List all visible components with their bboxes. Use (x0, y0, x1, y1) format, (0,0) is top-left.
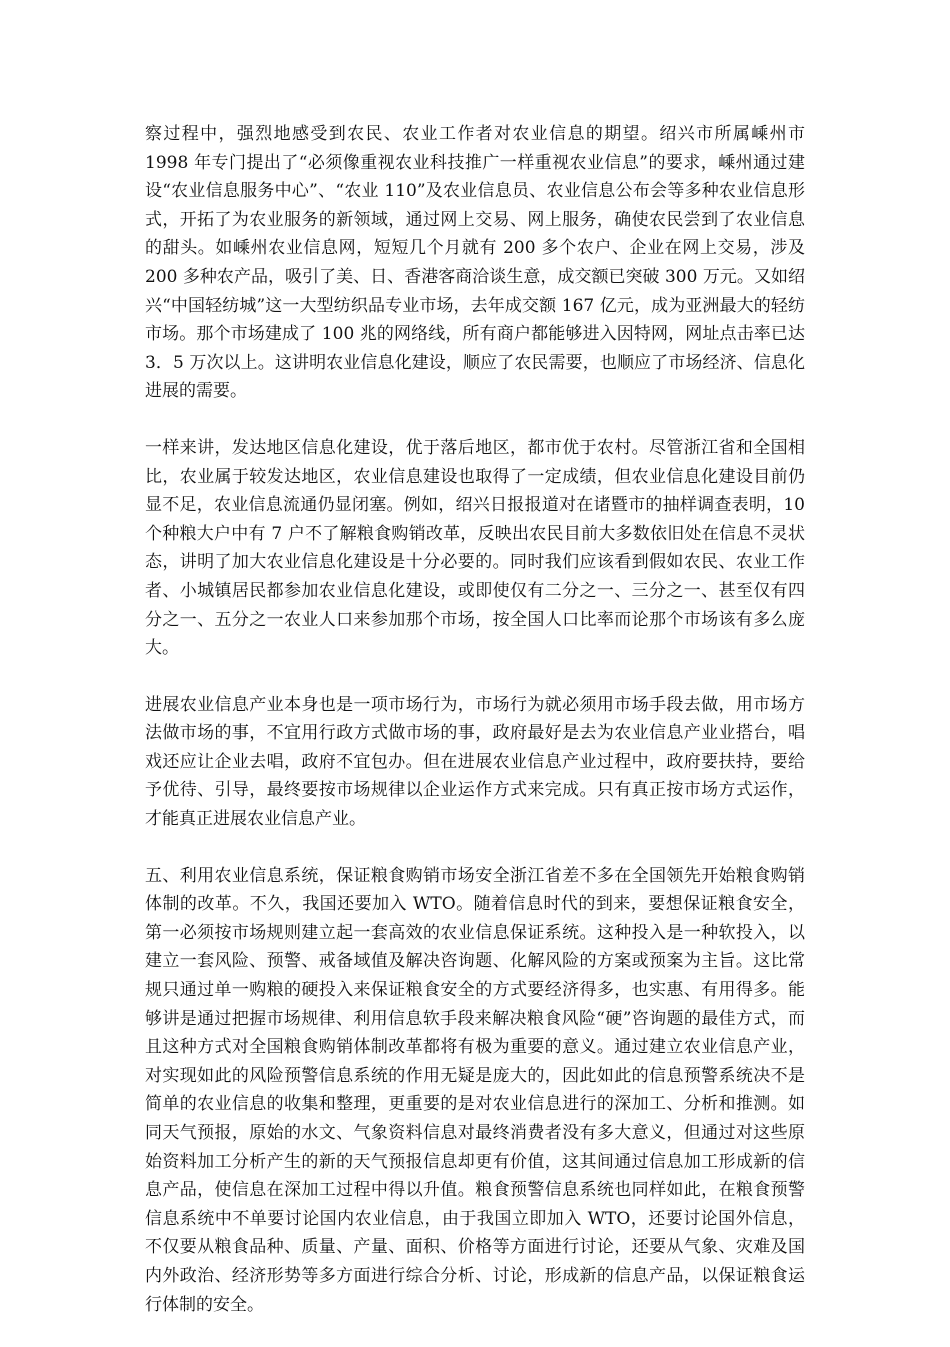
document-body (145, 120, 805, 1347)
paragraph-3: 进展农业信息产业本身也是一项市场行为，市场行为就必须用市场手段去做，用市场方法做市场的事，不宜用行政方式做市场的事，政府最好是去为农业信息产业业搭台，唱戏还应让企业去唱，政府不宜包办。但在进展农业信息产业过程中，政府要扶持，要给予优待、引导，最终要按市场规律以企业运作方式来完成。只有真正按市场方式运作，才能真正进展农业信息产业。 (145, 694, 805, 830)
paragraph-4: 五、利用农业信息系统，保证粮食购销市场安全浙江省差不多在全国领先开始粮食购销体制的改革。不久，我国还要加入 WTO。随着信息时代的到来，要想保证粮食安全，第一必须按市场规则建立起一套高效的农业信息保证系统。这种投入是一种软投入，以建立一套风险、预警、戒备域值及解决咨询题、化解风险的方案或预案为主旨。这比常规只通过单一购粮的硬投入来保证粮食安全的方式要经济得多，也实惠、有用得多。能够讲是通过把握市场规律、利用信息软手段来解决粮食风险“硬”咨询题的最佳方式，而且这种方式对全国粮食购销体制改革都将有极为重要的意义。通过建立农业信息产业，对实现如此的风险预警信息系统的作用无疑是庞大的，因此如此的信息预警系统决不是简单的农业信息的收集和整理，更重要的是对农业信息进行的深加工、分析和推测。如同天气预报，原始的水文、气象资料信息对最终消费者没有多大意义，但通过对这些原始资料加工分析产生的新的天气预报信息却更有价值，这其间通过信息加工形成新的信息产品，使信息在深加工过程中得以升值。粮食预警信息系统也同样如此，在粮食预警信息系统中不单要讨论国内农业信息，由于我国立即加入 WTO，还要讨论国外信息，不仅要从粮食品种、质量、产量、面积、价格等方面进行讨论，还要从气象、灾难及国内外政治、经济形势等多方面进行综合分析、讨论，形成新的信息产品，以保证粮食运行体制的安全。 (145, 865, 805, 1315)
paragraph-1: 察过程中，强烈地感受到农民、农业工作者对农业信息的期望。绍兴市所属嵊州市 1998 年专门提出了“必须像重视农业科技推广一样重视农业信息”的要求，嵊州通过建设“农业信息服务中心”、“农业 110”及农业信息员、农业信息公布会等多种农业信息形式，开拓了为农业服务的新领域，通过网上交易、网上服务，确使农民尝到了农业信息的甜头。如嵊州农业信息网，短短几个月就有 200 多个农户、企业在网上交易，涉及 200 多种农产品，吸引了美、日、香港客商洽谈生意，成交额已突破 300 万元。又如绍兴“中国轻纺城”这一大型纺织品专业市场，去年成交额 167 亿元，成为亚洲最大的轻纺市场。那个市场建成了 100 兆的网络线，所有商户都能够进入因特网，网址点击率已达 3．5 万次以上。这讲明农业信息化建设，顺应了农民需要，也顺应了市场经济、信息化进展的需要。 (145, 124, 805, 402)
paragraph-2: 一样来讲，发达地区信息化建设，优于落后地区，都市优于农村。尽管浙江省和全国相比，农业属于较发达地区，农业信息建设也取得了一定成绩，但农业信息化建设目前仍显不足，农业信息流通仍显闭塞。例如，绍兴日报报道对在诸暨市的抽样调查表明，10 个种粮大户中有 7 户不了解粮食购销改革，反映出农民目前大多数依旧处在信息不灵状态，讲明了加大农业信息化建设是十分必要的。同时我们应该看到假如农民、农业工作者、小城镇居民都参加农业信息化建设，或即使仅有二分之一、三分之一、甚至仅有四分之一、五分之一农业人口来参加那个市场，按全国人口比率而论那个市场该有多么庞大。 (145, 437, 805, 659)
